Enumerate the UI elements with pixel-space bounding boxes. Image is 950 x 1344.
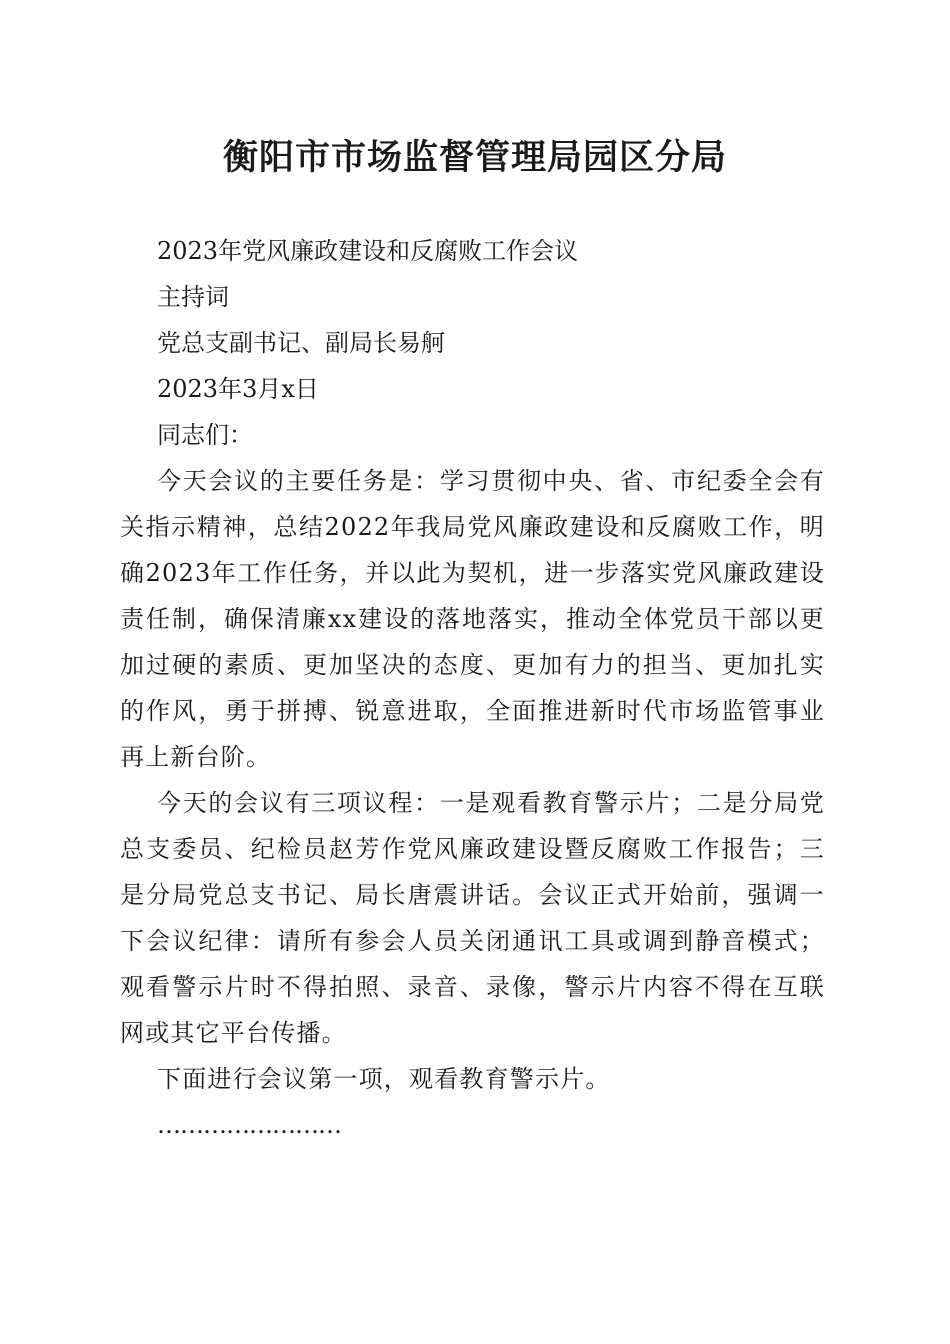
paragraph-meeting-tasks: 今天会议的主要任务是：学习贯彻中央、省、市纪委全会有关指示精神，总结2022年我局党风廉政建设和反腐败工作，明确2023年工作任务，并以此为契机，进一步落实党风廉政建设责任制，确保清廉xx建设的落地落实，推动全体党员干部以更加过硬的素质、更加坚决的态度、更加有力的担当、更加扎实的作风，勇于拼搏、锐意进取，全面推进新时代市场监管事业再上新台阶。 xyxy=(120,467,825,771)
paragraph-first-item: 下面进行会议第一项，观看教育警示片。 xyxy=(157,1065,611,1093)
speaker-line: 党总支副书记、副局长易舸 xyxy=(157,329,445,357)
paragraph-agenda: 今天的会议有三项议程：一是观看教育警示片；二是分局党总支委员、纪检员赵芳作党风廉政建设暨反腐败工作报告；三是分局党总支书记、局长唐震讲话。会议正式开始前，强调一下会议纪律：请所有参会人员关闭通讯工具或调到静音模式；观看警示片时不得拍照、录音、录像，警示片内容不得在互联网或其它平台传播。 xyxy=(120,789,825,1047)
date-line: 2023年3月x日 xyxy=(157,375,319,403)
document-title: 衡阳市市场监督管理局园区分局 xyxy=(222,137,727,178)
meeting-name: 2023年党风廉政建设和反腐败工作会议 xyxy=(157,237,579,265)
document-body xyxy=(120,228,825,1148)
ellipsis-line: …………………… xyxy=(157,1111,341,1139)
salutation: 同志们： xyxy=(157,421,253,449)
document-type: 主持词 xyxy=(157,283,229,311)
